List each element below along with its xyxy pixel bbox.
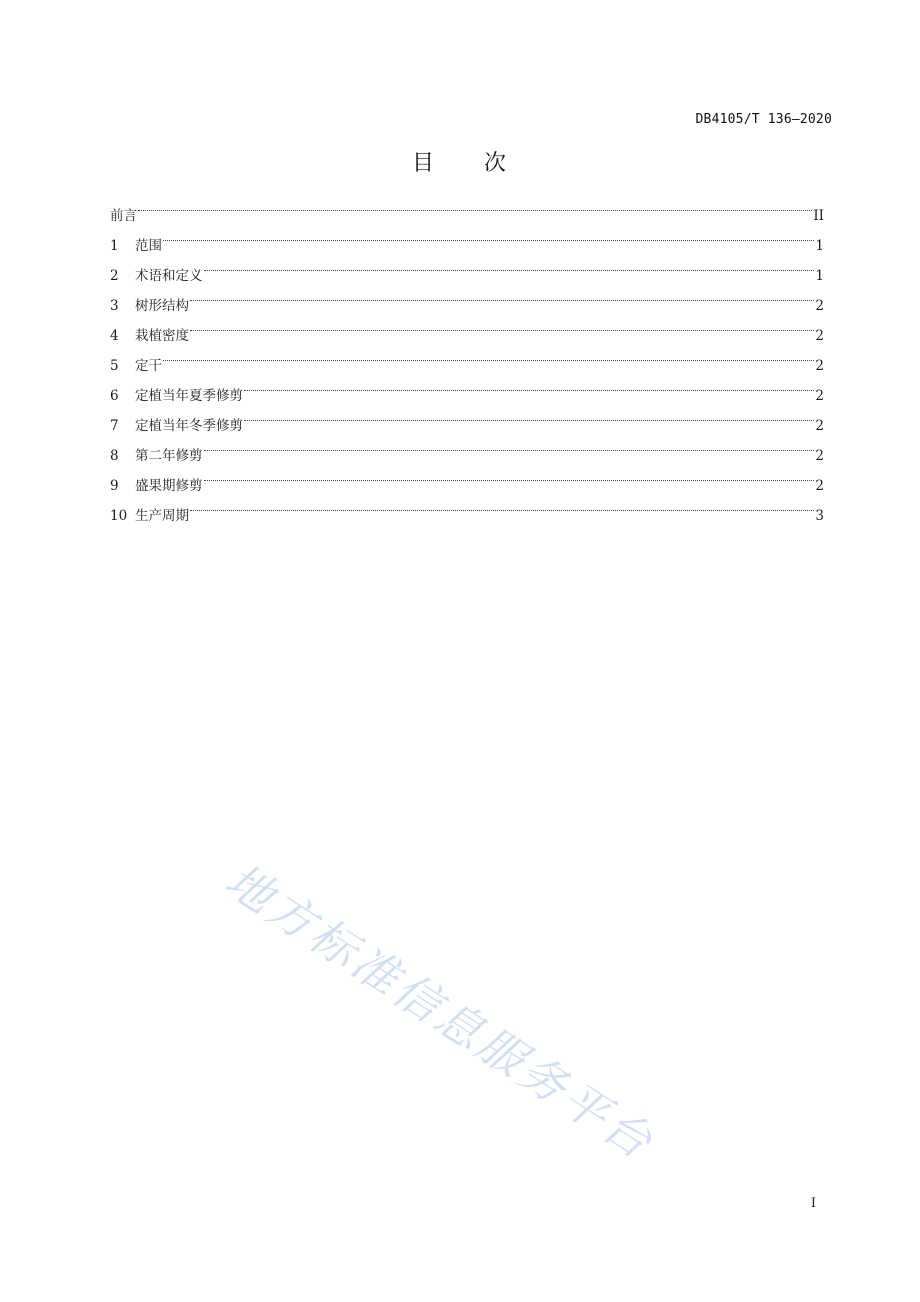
toc-entry-title[interactable]: 前言 [110, 208, 137, 224]
toc-page-number: 1 [815, 268, 824, 284]
toc-leader-dots [190, 490, 814, 520]
toc-entry-number: 6 [110, 388, 119, 404]
page-title-part2: 次 [484, 151, 509, 176]
toc-leader-dots [244, 400, 814, 430]
toc-entry-title[interactable]: 定植当年冬季修剪 [135, 418, 243, 434]
page-title [0, 146, 920, 177]
toc-entry-title[interactable]: 定干 [135, 358, 162, 374]
page-number: I [810, 1196, 816, 1211]
toc-entry-number: 2 [110, 268, 119, 284]
watermark: 地方标准信息服务平台 [215, 852, 665, 1171]
toc-leader-dots [163, 220, 814, 250]
toc-entry-title[interactable]: 定植当年夏季修剪 [135, 388, 243, 404]
toc-entry-10[interactable] [110, 490, 824, 524]
toc-entry-number: 5 [110, 358, 119, 374]
toc-page-number: 2 [815, 418, 824, 434]
toc-entry-number: 8 [110, 448, 119, 464]
toc-page-number: 2 [815, 448, 824, 464]
toc-entry-number: 4 [110, 328, 119, 344]
toc-entry-title[interactable]: 树形结构 [135, 298, 189, 314]
toc-page-number: 3 [815, 508, 824, 524]
toc-leader-dots [138, 190, 812, 220]
toc-entry-9[interactable] [110, 460, 824, 494]
toc-leader-dots [204, 460, 815, 490]
toc-page-number: 2 [815, 298, 824, 314]
toc-entry-number: 3 [110, 298, 119, 314]
document-code: DB4105/T 136—2020 [695, 112, 832, 127]
toc-leader-dots [163, 340, 814, 370]
toc-entry-title[interactable]: 盛果期修剪 [135, 478, 203, 494]
toc-entry-8[interactable] [110, 430, 824, 464]
toc-page-number: 2 [815, 478, 824, 494]
toc-entry-2[interactable] [110, 250, 824, 284]
toc-entry-title[interactable]: 生产周期 [135, 508, 189, 524]
toc-entry-1[interactable] [110, 220, 824, 254]
toc-page-number: 2 [815, 388, 824, 404]
toc-entry-number: 7 [110, 418, 119, 434]
toc-entry-title[interactable]: 栽植密度 [135, 328, 189, 344]
table-of-contents [110, 190, 824, 524]
toc-entry-title[interactable]: 第二年修剪 [135, 448, 203, 464]
toc-entry-4[interactable] [110, 310, 824, 344]
toc-entry-foreword[interactable] [110, 190, 824, 224]
toc-entry-5[interactable] [110, 340, 824, 374]
toc-leader-dots [244, 370, 814, 400]
page-title-part1: 目 [411, 151, 436, 176]
toc-leader-dots [204, 430, 815, 460]
toc-entry-6[interactable] [110, 370, 824, 404]
toc-leader-dots [190, 280, 814, 310]
toc-entry-number: 10 [110, 508, 128, 524]
toc-entry-title[interactable]: 术语和定义 [135, 268, 203, 284]
toc-page-number: 1 [815, 238, 824, 254]
toc-entry-3[interactable] [110, 280, 824, 314]
toc-page-number: 2 [815, 328, 824, 344]
toc-leader-dots [190, 310, 814, 340]
toc-leader-dots [204, 250, 815, 280]
toc-entry-number: 9 [110, 478, 119, 494]
toc-page-number: II [813, 208, 824, 224]
toc-page-number: 2 [815, 358, 824, 374]
toc-entry-number: 1 [110, 238, 119, 254]
toc-entry-title[interactable]: 范围 [135, 238, 162, 254]
